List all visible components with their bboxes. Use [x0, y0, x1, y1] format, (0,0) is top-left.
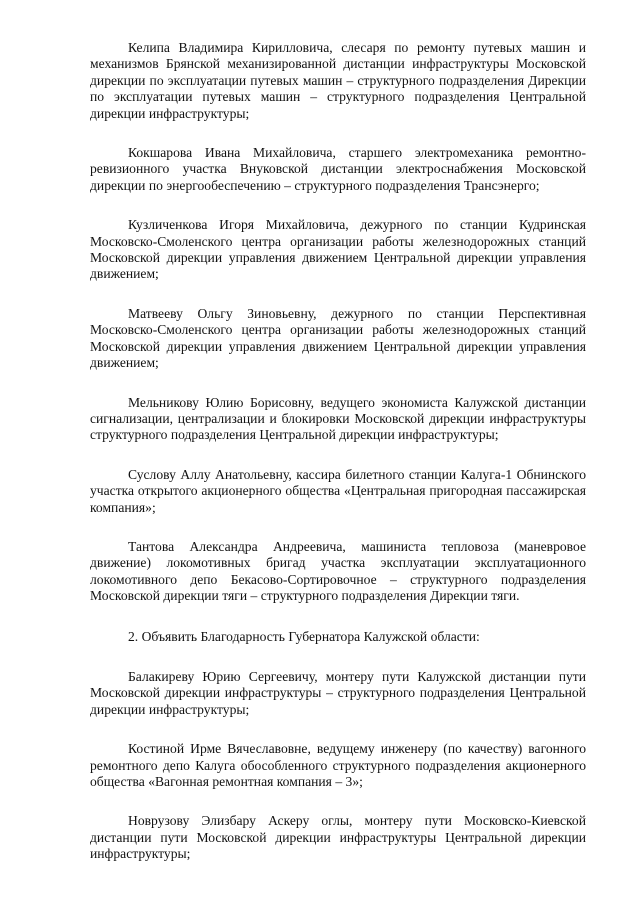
gratitude-paragraph-3: Новрузову Элизбару Аскеру оглы, монтеру пути Московско-Киевской дистанции пути Московской дирекции инфраструктуры Центральной дирекции инфраструктуры; — [90, 813, 586, 862]
award-paragraph-5: Мельникову Юлию Борисовну, ведущего экономиста Калужской дистанции сигнализации, централизации и блокировки Московской дирекции инфраструктуры структурного подразделения Центральной дирекции инфраструктуры; — [90, 394, 586, 443]
award-paragraph-4: Матвееву Ольгу Зиновьевну, дежурного по станции Перспективная Московско-Смоленского центра организации работы железнодорожных станций Московской дирекции управления движением Центральной дирекции управления движением; — [90, 305, 586, 371]
award-paragraph-7: Тантова Александра Андреевича, машиниста тепловоза (маневровое движение) локомотивных бригад участка эксплуатации эксплуатационного локомотивного депо Бекасово-Сортировочное – структурного подразделения Московской дирекции тяги – структурного подразделения Дирекции тяги. — [90, 538, 586, 604]
award-paragraph-2: Кокшарова Ивана Михайловича, старшего электромеханика ремонтно-ревизионного участка Внуковской дистанции электроснабжения Московской дирекции по энергообеспечению – структурного подразделения Трансэнерго; — [90, 145, 586, 193]
document-body — [90, 40, 586, 863]
award-paragraph-3: Кузличенкова Игоря Михайловича, дежурного по станции Кудринская Московско-Смоленского центра организации работы железнодорожных станций Московской дирекции управления движением Центральной дирекции управления движением; — [90, 217, 586, 282]
gratitude-paragraph-2: Костиной Ирме Вячеславовне, ведущему инженеру (по качеству) вагонного ремонтного депо Калуга обособленного структурного подразделения акционерного общества «Вагонная ремонтная компания – 3»; — [90, 741, 586, 789]
award-paragraph-1: Келипа Владимира Кирилловича, слесаря по ремонту путевых машин и механизмов Брянской механизированной дистанции инфраструктуры Московской дирекции по эксплуатации путевых машин – структурного подразделения Дирекции по эксплуатации путевых машин – структурного подразделения Центральной дирекции инфраструктуры; — [90, 40, 586, 121]
award-paragraph-6: Суслову Аллу Анатольевну, кассира билетного станции Калуга-1 Обнинского участка открытого акционерного общества «Центральная пригородная пассажирская компания»; — [90, 466, 586, 515]
section-heading: 2. Объявить Благодарность Губернатора Калужской области: — [128, 628, 480, 644]
gratitude-paragraph-1: Балакиреву Юрию Сергеевичу, монтеру пути Калужской дистанции пути Московской дирекции инфраструктуры – структурного подразделения Центральной дирекции инфраструктуры; — [90, 668, 586, 717]
